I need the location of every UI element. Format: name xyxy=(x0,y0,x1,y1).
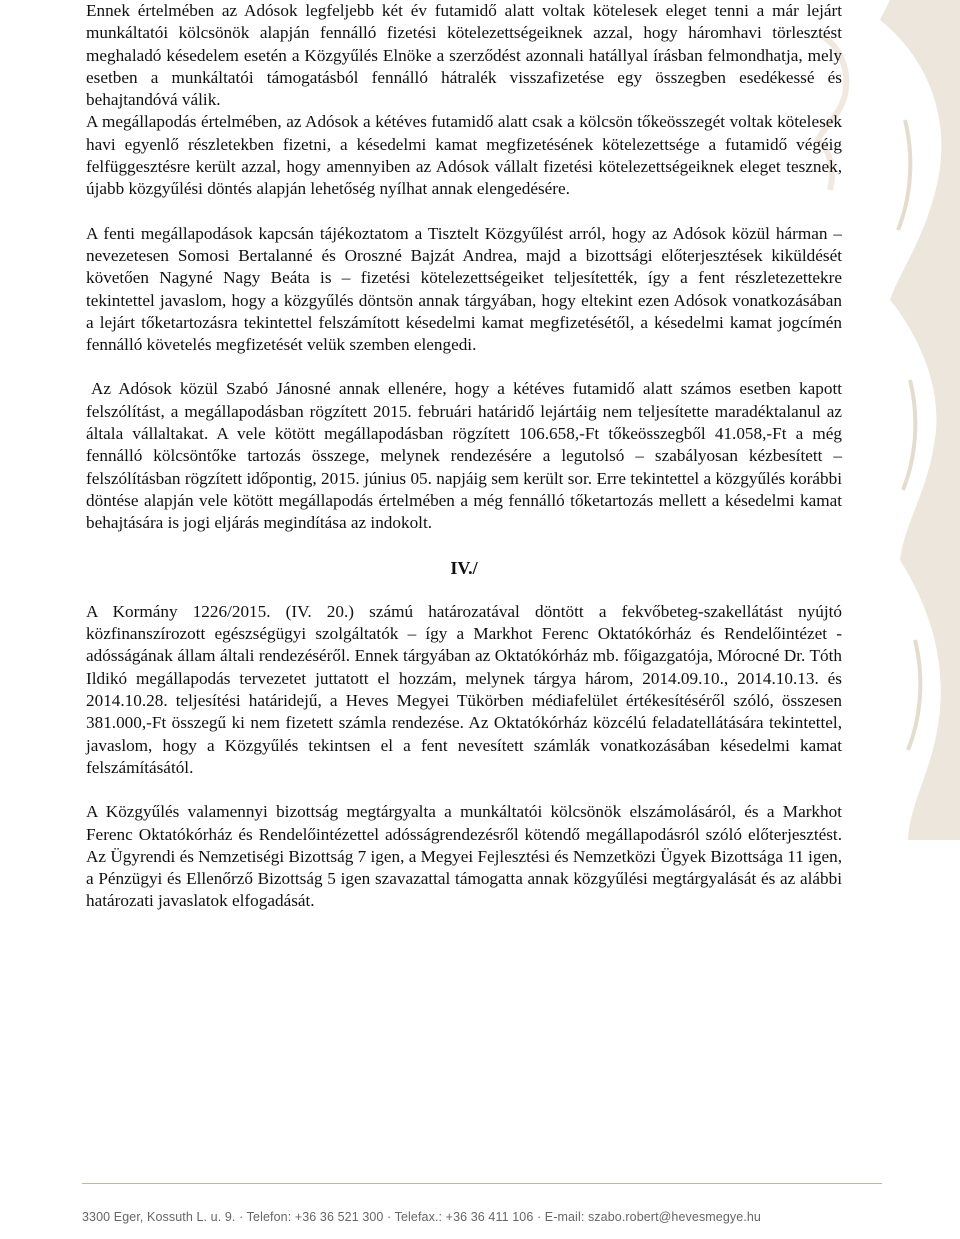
footer-contact: 3300 Eger, Kossuth L. u. 9. · Telefon: +36 36 521 300 · Telefax.: +36 36 411 106 · E-mail: szabo.robert@hevesmegye.hu xyxy=(82,1210,761,1224)
paragraph-loan-terms: Ennek értelmében az Adósok legfeljebb két év futamidő alatt voltak kötelesek eleget tenni a már lejárt munkáltatói kölcsönök alapján fennálló fizetési kötelezettségeiknek azzal, hogy háromhavi törlesztést meghaladó késedelem esetén a Közgyűlés Elnöke a szerződést azonnali hatállyal írásban felmondhatja, mely esetben a munkáltatói támogatásból fennálló hátralék visszafizetése egy összegben esedékessé és behajtandóvá válik. xyxy=(86,1,842,110)
paragraph-committee-votes: A Közgyűlés valamennyi bizottság megtárgyalta a munkáltatói kölcsönök elszámolásáról, és a Markhot Ferenc Oktatókórház és Rendelőintézettel adósságrendezésről kötendő megállapodásról szóló előterjesztést. Az Ügyrendi és Nemzetiségi Bizottság 7 igen, a Megyei Fejlesztési és Nemzetközi Ügyek Bizottsága 11 igen, a Pénzügyi és Ellenőrző Bizottság 5 igen szavazattal támogatta annak közgyűlési megtárgyalását és az alábbi határozati javaslatok elfogadását. xyxy=(86,802,842,911)
paragraph-debtors-paid: A fenti megállapodások kapcsán tájékoztatom a Tisztelt Közgyűlést arról, hogy az Adósok közül hárman – nevezetesen Somosi Bertalanné és Oroszné Bajzát Andrea, majd a bizottsági előterjesztések kiküldését követően Nagyné Nagy Beáta is – fizetési kötelezettségeiket teljesítették, így a fent részletezettekre tekintettel javaslom, hogy a közgyűlés döntsön annak tárgyában, hogy eltekint ezen Adósok vonatkozásában a lejárt tőketartozásra tekintettel felszámított késedelmi kamat megfizetésétől, a késedelmi kamat jogcímén fennálló követelés megfizetését velük szemben elengedi. xyxy=(86,223,842,355)
section-heading: IV./ xyxy=(450,557,478,578)
paragraph-government-decision: A Kormány 1226/2015. (IV. 20.) számú határozatával döntött a fekvőbeteg-szakellátást nyújtó közfinanszírozott egészségügyi szolgáltatók – így a Markhot Ferenc Oktatókórház és Rendelőintézet - adósságának állam általi rendezéséről. Ennek tárgyában az Oktatókórház mb. főigazgatója, Mórocné Dr. Tóth Ildikó megállapodás tervezetet juttatott el hozzám, melynek tárgya három, 2014.09.10., 2014.10.13. és 2014.10.28. teljesítési határidejű, a Heves Megyei Tükörben médiafelület értékesítéséről szóló, összesen 381.000,-Ft összegű ki nem fizetett számla rendezése. Az Oktatókórház közcélú feladatellátására tekintettel, javaslom, hogy a Közgyűlés tekintsen el a fent nevesített számlák vonatkozásában késedelmi kamat felszámításától. xyxy=(86,601,842,777)
document-body xyxy=(86,0,842,913)
paragraph-agreement-meaning: A megállapodás értelmében, az Adósok a kétéves futamidő alatt csak a kölcsön tőkeösszegét voltak kötelesek havi egyenlő részletekben fizetni, a késedelmi kamat megfizetésének kötelezettsége a futamidő végéig felfüggesztésre került azzal, hogy amennyiben az Adósok vállalt fizetési kötelezettségeiknek eleget tesznek, újabb közgyűlési döntés alapján lehetőség nyílhat annak elengedésére. xyxy=(86,112,842,199)
footer-divider xyxy=(82,1183,882,1184)
paragraph-debtor-default: Az Adósok közül Szabó Jánosné annak ellenére, hogy a kétéves futamidő alatt számos esetben kapott felszólítást, a megállapodásban rögzített 2015. februári határidő lejártáig nem teljesítette maradéktalanul az általa vállaltakat. A vele kötött megállapodásban rögzített 106.658,-Ft tőkeösszegből 41.058,-Ft a még fennálló kölcsöntőke tartozás összege, melynek rendezésére a legutolsó – szabályosan kézbesített – felszólításban rögzített időpontig, 2015. június 05. napjáig sem került sor. Erre tekintettel a közgyűlés korábbi döntése alapján vele kötött megállapodás értelmében a még fennálló tőketartozás mellett a késedelmi kamat behajtására is jogi eljárás megindítása az indokolt. xyxy=(86,379,842,533)
